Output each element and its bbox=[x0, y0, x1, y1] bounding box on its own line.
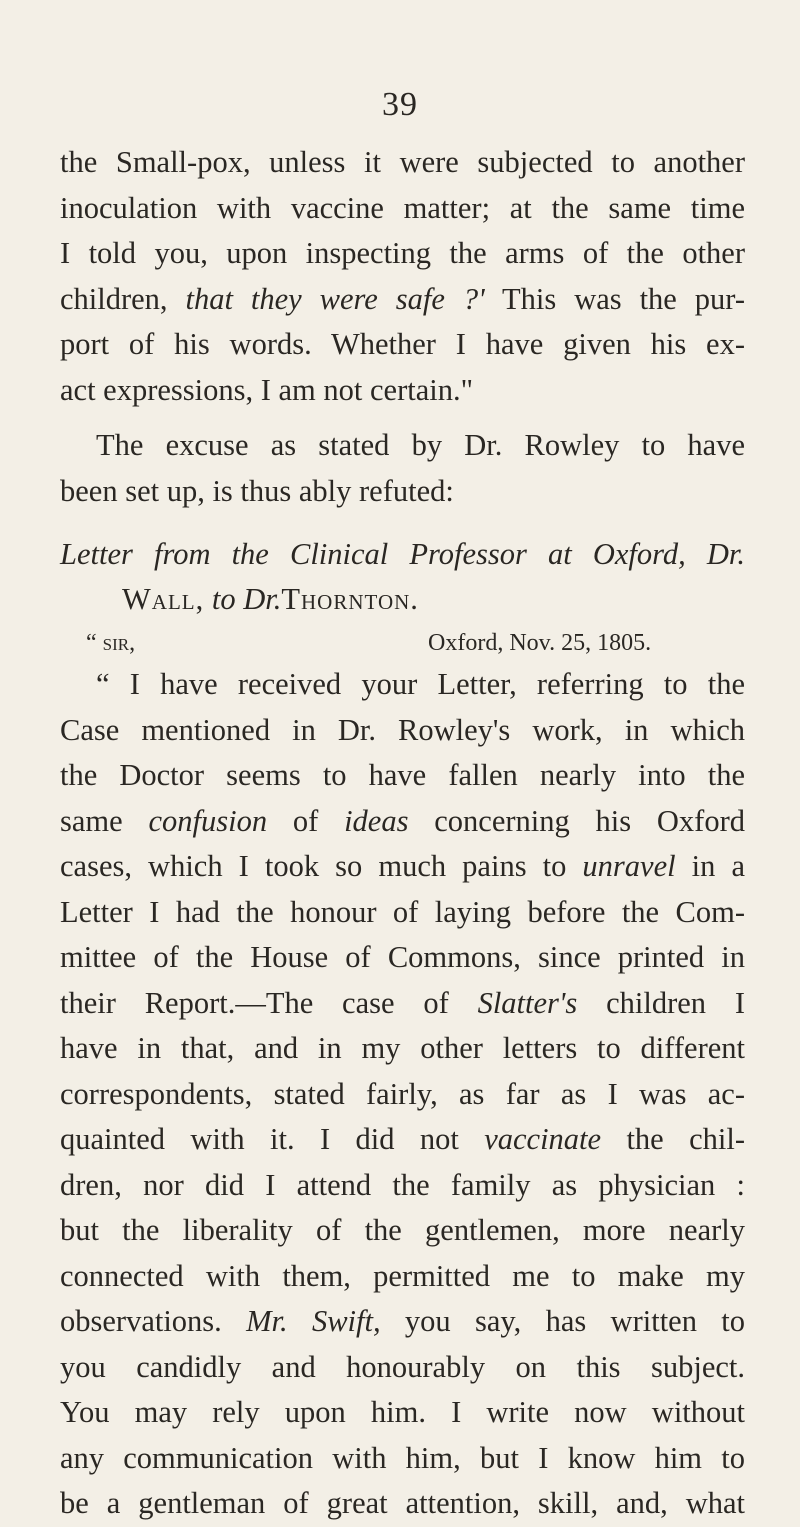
text-line: port of his words. Whether I have given his ex- bbox=[60, 327, 745, 361]
text-line: I told you, upon inspecting the arms of the other bbox=[60, 236, 745, 270]
text-line: the Doctor seems to have fallen nearly into the bbox=[60, 758, 745, 792]
italic-word: ideas bbox=[344, 803, 409, 838]
text-line: Case mentioned in Dr. Rowley's work, in which bbox=[60, 712, 745, 747]
text-line: you candidly and honourably on this subject. bbox=[60, 1349, 745, 1384]
text-line: have in that, and in my other letters to different bbox=[60, 1031, 745, 1065]
letter-title: Letter from the Clinical Professor at Oxford, Dr. bbox=[60, 537, 745, 571]
text-line: be a gentleman of great attention, skill, and, what bbox=[60, 1486, 745, 1520]
text-line: dren, nor did I attend the family as physician : bbox=[60, 1167, 745, 1202]
text-line: mittee of the House of Commons, since printed in bbox=[60, 940, 745, 974]
text-line: Letter I had the honour of laying before the Com- bbox=[60, 894, 745, 929]
text-line: The excuse as stated by Dr. Rowley to have bbox=[96, 428, 745, 462]
text-line: observations. Mr. Swift, you say, has written to bbox=[60, 1304, 745, 1338]
letter-date: Oxford, Nov. 25, 1805. bbox=[428, 630, 652, 656]
letter-correspondents: Wall, to Dr.Thornton. bbox=[122, 582, 419, 616]
text-line: inoculation with vaccine matter; at the same time bbox=[60, 190, 745, 225]
text-line: You may rely upon him. I write now without bbox=[60, 1395, 745, 1429]
italic-word: unravel bbox=[582, 849, 676, 883]
text-line: the Small-pox, unless it were subjected to another bbox=[60, 145, 745, 179]
text-line: “ I have received your Letter, referring to the bbox=[96, 667, 745, 701]
text-line: act expressions, I am not certain." bbox=[60, 372, 474, 407]
sender-name: Wall, bbox=[122, 582, 205, 616]
salutation: “ sir, bbox=[86, 630, 136, 656]
italic-word: confusion bbox=[148, 803, 268, 838]
italic-phrase: that they were safe ?' bbox=[185, 281, 485, 316]
text-line: children, that they were safe ?' This was the pur- bbox=[60, 281, 745, 316]
text-line: connected with them, permitted me to make my bbox=[60, 1258, 745, 1293]
text-line: but the liberality of the gentlemen, more nearly bbox=[60, 1213, 745, 1247]
letter-body bbox=[60, 662, 745, 1527]
paragraph-continuation bbox=[60, 140, 745, 413]
text-line: quainted with it. I did not vaccinate the chil- bbox=[60, 1122, 745, 1156]
text-line: same confusion of ideas concerning his Oxford bbox=[60, 803, 745, 838]
paragraph-excuse bbox=[60, 423, 745, 514]
text-line: cases, which I took so much pains to unravel in a bbox=[60, 849, 745, 883]
italic-word: Mr. Swift, bbox=[246, 1304, 381, 1338]
dateline bbox=[60, 621, 745, 665]
text-line: any communication with him, but I know him to bbox=[60, 1440, 745, 1475]
page-number: 39 bbox=[382, 86, 418, 123]
recipient-name: Thornton. bbox=[281, 582, 419, 616]
italic-word: Slatter's bbox=[477, 985, 578, 1020]
text-line: correspondents, stated fairly, as far as I was ac- bbox=[60, 1076, 745, 1111]
text-line: been set up, is thus ably refuted: bbox=[60, 473, 454, 508]
letter-heading bbox=[60, 531, 745, 665]
italic-word: vaccinate bbox=[484, 1122, 602, 1156]
text-line: their Report.—The case of Slatter's children I bbox=[60, 985, 745, 1020]
